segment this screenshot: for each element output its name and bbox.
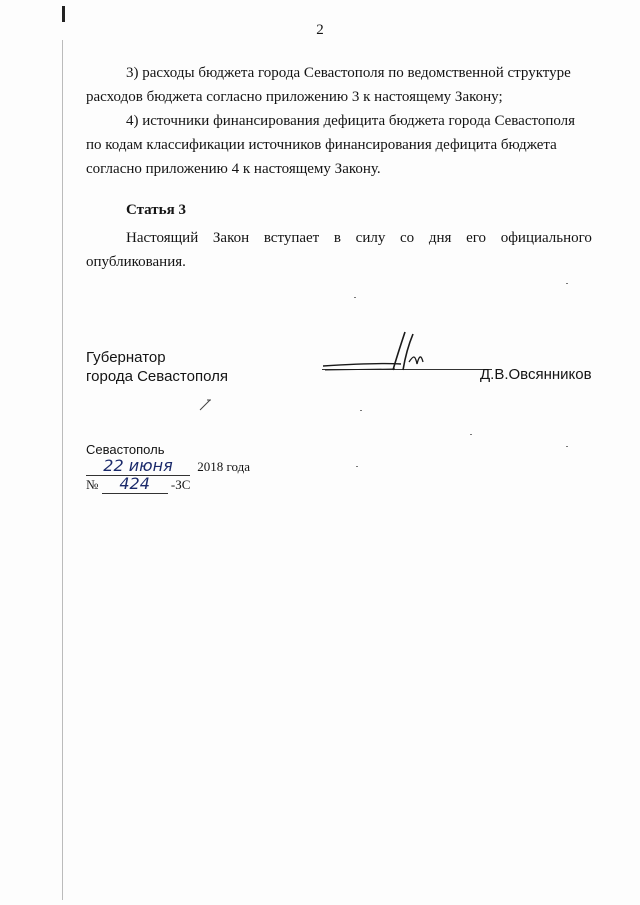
number-suffix: -ЗС [170,477,191,492]
scan-speck [566,446,568,447]
article-word: вступает [263,230,320,246]
article-word: дня [428,230,452,246]
page-number: 2 [316,22,324,38]
signatory-title-line-2: города Севастополя [86,368,228,385]
article-word: в [333,230,341,246]
handwritten-signature-icon [315,326,445,376]
article-word: его [466,230,487,246]
article-heading: Статья 3 [126,202,186,218]
scan-edge-mark [62,6,65,22]
list-item-3 [86,61,592,109]
article-word: силу [355,230,386,246]
scan-speck [470,434,472,435]
article-word: Настоящий [126,230,199,246]
scan-speck [356,466,358,467]
article-word: официального [500,230,592,246]
number-sign: № [86,477,99,492]
scan-edge-line [62,40,63,900]
article-body [86,226,592,274]
article-line-2: опубликования. [86,254,186,270]
enactment-year: 2018 года [197,459,251,474]
scan-speck [566,283,568,284]
signatory-name: Д.В.Овсянников [480,366,592,383]
list-item-3-line-2: расходов бюджета согласно приложению 3 к настоящему Закону; [86,89,503,105]
scan-speck [354,297,356,298]
handwritten-date: 22 июня [86,456,190,476]
handwritten-number: 424 [102,474,168,494]
list-item-4-line-3: согласно приложению 4 к настоящему Закону. [86,161,381,177]
list-item-4-line-1: 4) источники финансирования дефицита бюджета города Севастополя [126,113,576,129]
signatory-title-line-1: Губернатор [86,349,166,366]
list-item-4-line-2: по кодам классификации источников финансирования дефицита бюджета [86,137,557,153]
list-item-3-line-1: 3) расходы бюджета города Севастополя по ведомственной структуре [126,65,571,81]
article-word: со [400,230,415,246]
scan-mark-icon [198,396,216,414]
article-line-1 [86,226,592,250]
enactment-city: Севастополь [86,442,165,457]
list-item-4 [86,109,592,181]
article-word: Закон [212,230,250,246]
enactment-date [86,456,250,476]
signatory-title [86,348,228,386]
enactment-number [86,474,190,494]
scan-speck [360,410,362,411]
